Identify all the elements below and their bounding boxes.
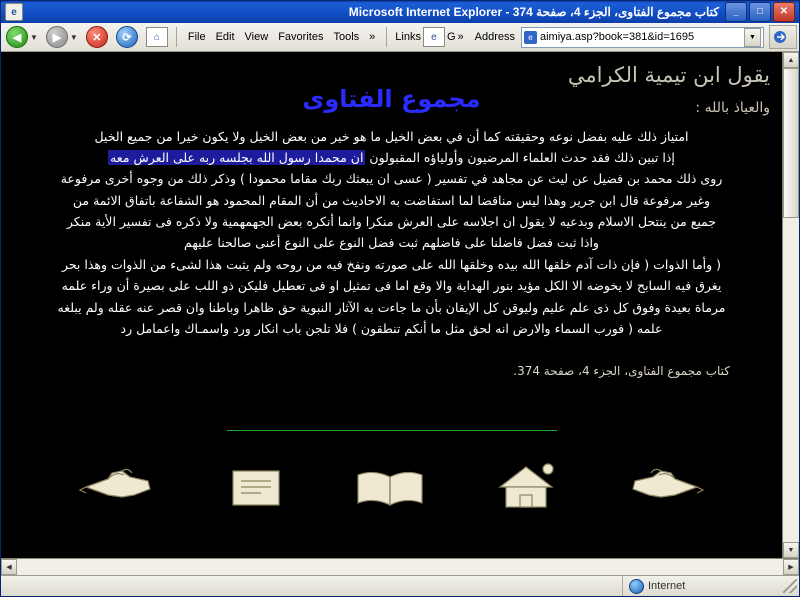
links-label: Links xyxy=(395,31,421,43)
stop-button[interactable] xyxy=(83,25,111,49)
vertical-scroll-track[interactable] xyxy=(783,218,799,542)
forward-caret-icon[interactable]: ▼ xyxy=(69,32,78,42)
header-line-1: يقول ابن تيمية الكرامي xyxy=(567,63,770,87)
horizontal-rule xyxy=(227,430,557,431)
zone-label: Internet xyxy=(648,580,686,592)
document-icon[interactable] xyxy=(213,457,299,519)
links-google-icon[interactable]: G xyxy=(446,31,456,43)
navigation-icon-row xyxy=(53,457,730,519)
links-ie-icon[interactable]: e xyxy=(423,27,445,47)
forward-button[interactable] xyxy=(43,25,81,49)
address-label: Address xyxy=(474,31,515,43)
address-value: aimiya.asp?book=381&id=1695 xyxy=(540,31,695,43)
window-controls xyxy=(725,2,795,22)
paragraph-2-line xyxy=(41,148,742,167)
back-button[interactable] xyxy=(3,25,41,49)
paragraph-2: إذا تبين ذلك فقد حدث العلماء المرضيون وأولياؤه المقبولون xyxy=(369,149,675,165)
paragraph-7: ( وأما الذوات ( فإن ذات آدم خلقها الله بيده وخلقها الله على صورته ونفخ فيه من روحه ولم يثبت هذا لشىء من الذوات وهذا بحر xyxy=(61,256,722,272)
paragraph-3: روى ذلك محمد بن فضيل عن ليث عن مجاهد في تفسير ( عسى ان يبعثك ربك مقاما محمودا ) وذكر ذلك من وجوه أخرى مرفوعة xyxy=(60,171,723,187)
minimize-button[interactable]: _ xyxy=(725,2,747,22)
menu-tools[interactable]: Tools xyxy=(333,31,360,43)
stop-icon: ✕ xyxy=(86,26,108,48)
horizontal-scroll-track[interactable] xyxy=(17,559,783,575)
source-citation: كتاب مجموع الفتاوى، الجزء 4، صفحة 374. xyxy=(513,364,730,379)
paragraph-5: جميع من ينتحل الاسلام وبدعيه لا يقول ان اجلاسه على العرش منكرا وانما أنكره بعض الجهمهمية ولا ذكره فى تفسير الأية منكر xyxy=(66,214,717,229)
forward-arrow-icon: ▶ xyxy=(46,26,68,48)
address-dropdown-icon[interactable]: ▼ xyxy=(744,28,761,47)
page-content xyxy=(1,52,782,558)
menu-overflow-chevron[interactable]: » xyxy=(369,31,376,43)
go-arrow-icon xyxy=(773,30,793,44)
back-arrow-icon: ◀ xyxy=(6,26,28,48)
paragraph-8: يغرق فيه السابح لا يخوضه الا الكل مؤيد بنور الهداية والا وقع اما فى تمثيل او فى تعطيل فليكن ذو اللب على بصيرة أن وراء علمه xyxy=(61,278,722,294)
title-bar xyxy=(1,1,799,23)
paragraph-4: وغير مرفوعة قال ابن جرير وهذا ليس مناقضا لما استفاضت به الاحاديث من أن المقام المحمود هو الشفاعة باتفاق الائمة من xyxy=(72,192,711,208)
article-body xyxy=(41,127,742,339)
refresh-button[interactable] xyxy=(113,25,141,49)
highlighted-text: ان محمدا رسول الله بجلسه ربه على العرش معه xyxy=(110,149,364,165)
pointing-hand-left-icon[interactable] xyxy=(78,457,164,519)
home-icon: ⌂ xyxy=(146,27,168,47)
refresh-icon: ⟳ xyxy=(116,26,138,48)
resize-grip-icon[interactable] xyxy=(783,579,797,593)
menu-file[interactable]: File xyxy=(187,31,206,43)
menu-favorites[interactable]: Favorites xyxy=(278,31,324,43)
menu-view[interactable]: View xyxy=(244,31,269,43)
house-icon[interactable] xyxy=(484,457,570,519)
internet-globe-icon xyxy=(629,579,644,594)
window-title: كتاب مجموع الفتاوى، الجزء 4، صفحة 374 - Microsoft Internet Explorer xyxy=(348,5,719,19)
close-button[interactable]: ✕ xyxy=(773,2,795,22)
scroll-down-button[interactable]: ▼ xyxy=(783,542,799,558)
security-zone xyxy=(622,576,799,596)
back-caret-icon[interactable]: ▼ xyxy=(30,32,38,42)
scroll-up-button[interactable]: ▲ xyxy=(783,52,799,68)
header-line-2: والعياذ بالله : xyxy=(695,99,770,116)
scroll-right-button[interactable]: ▶ xyxy=(783,559,799,575)
links-bar[interactable] xyxy=(392,26,466,48)
home-button[interactable] xyxy=(143,26,171,48)
address-favicon-icon: e xyxy=(524,31,537,44)
horizontal-scrollbar[interactable] xyxy=(1,558,799,575)
toolbar-divider-2 xyxy=(386,27,387,47)
address-input[interactable] xyxy=(521,27,764,48)
vertical-scroll-thumb[interactable] xyxy=(783,68,799,218)
go-button[interactable] xyxy=(769,25,797,49)
vertical-scrollbar[interactable] xyxy=(782,52,799,558)
links-overflow-chevron[interactable]: » xyxy=(457,31,464,43)
maximize-button[interactable]: □ xyxy=(749,2,771,22)
menu-bar xyxy=(182,31,381,43)
toolbar-divider xyxy=(176,27,177,47)
paragraph-1: امتياز ذلك عليه بفضل نوعه وحقيقته كما أن في بعض الخيل ما هو خير من بعض الخيل ولا يكون خيرا من جميع الخيل xyxy=(94,128,689,144)
scroll-left-button[interactable]: ◀ xyxy=(1,559,17,575)
menu-edit[interactable]: Edit xyxy=(215,31,235,43)
page-title: مجموع الفتاوى xyxy=(302,84,481,113)
paragraph-9: مرماة بعيدة وفوق كل ذى علم عليم وليوقن كل الإيقان بأن ما جاءت به الآثار النبوية حق ظاهرا وباطنا وان قصر عنه عقله ولم يبلغه xyxy=(57,299,726,315)
page-viewport xyxy=(1,52,799,558)
ie-logo-icon: e xyxy=(5,3,23,21)
pointing-hand-right-icon[interactable] xyxy=(619,457,705,519)
browser-toolbar xyxy=(1,23,799,52)
paragraph-10: علمه ( فورب السماء والارض انه لحق مثل ما أنكم تنطقون ) فلا تلجن باب انكار ورد واسمـاك واعمامل رد xyxy=(120,320,663,336)
status-bar xyxy=(1,575,799,596)
open-book-icon[interactable] xyxy=(348,457,434,519)
paragraph-6: واذا ثبت فضل فاضلنا على فاضلهم ثبت فضل النوع على النوع أعنى صالحنا عليهم xyxy=(184,235,599,251)
